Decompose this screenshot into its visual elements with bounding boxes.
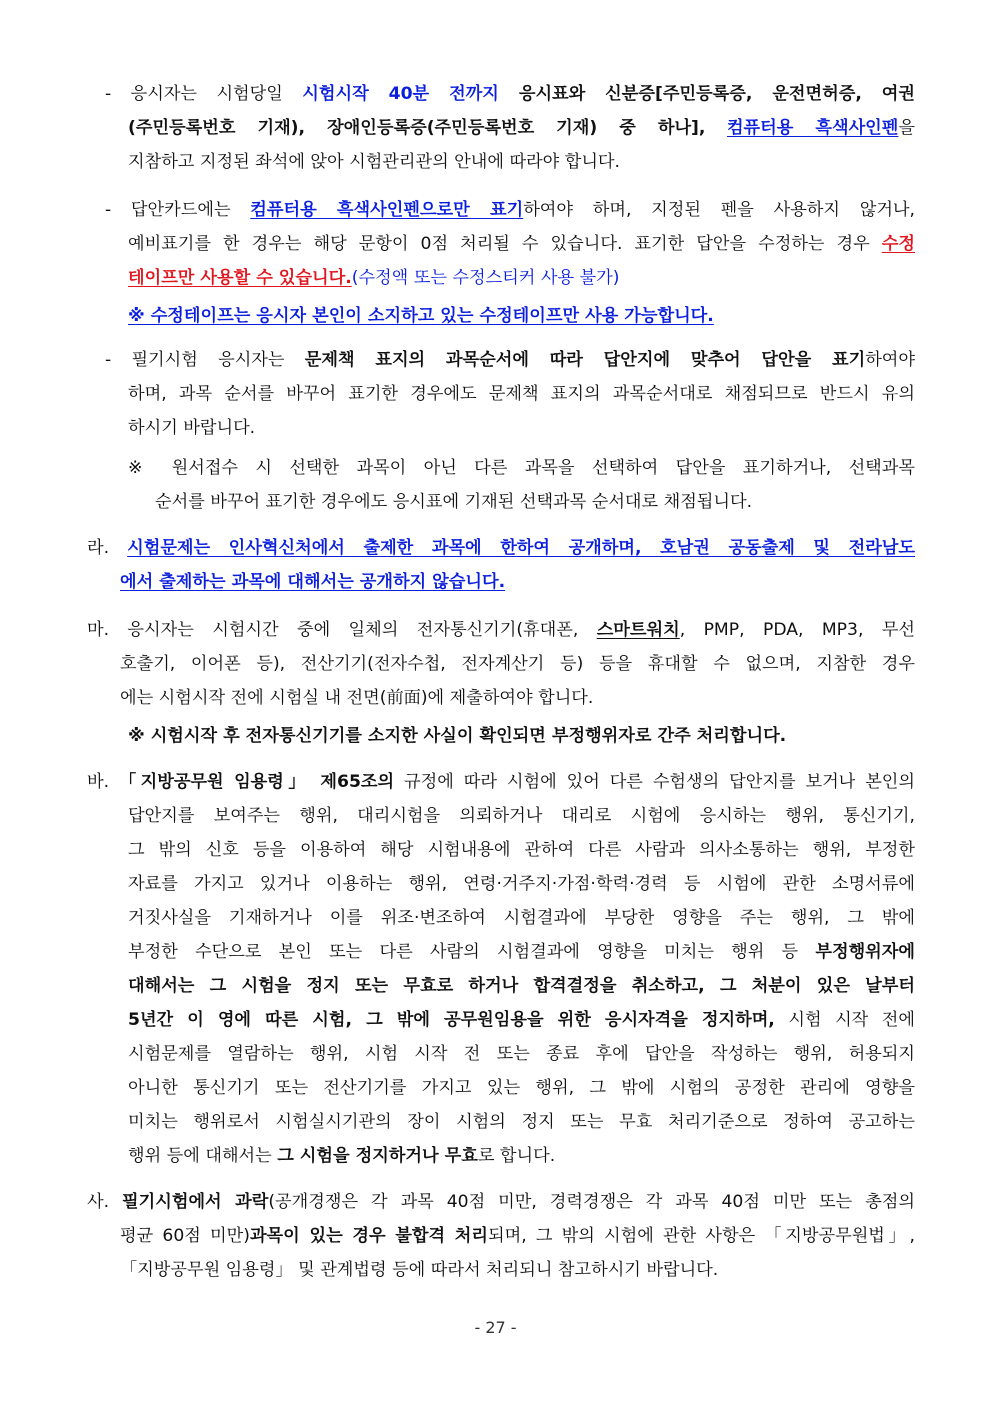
text-run: 예비표기를 한 경우는 해당 문항이 0점 처리될 수 있습니다. 표기한 답안을 수정하는 경우 bbox=[128, 234, 882, 254]
text-run: (주민등록번호 기재), 장애인등록증(주민등록번호 기재) 중 하나], bbox=[128, 118, 706, 138]
text-run: 필기시험에서 과락 bbox=[122, 1192, 269, 1212]
line bbox=[128, 1138, 555, 1174]
line bbox=[105, 192, 915, 228]
text-run: - 답안카드에는 bbox=[105, 200, 251, 220]
text-run: 컴퓨터용 흑색사인펜 bbox=[726, 118, 899, 138]
text-run: 응시표와 신분증[주민등록증, 운전면허증, 여권 bbox=[498, 84, 916, 104]
line bbox=[105, 342, 915, 378]
line bbox=[128, 900, 915, 936]
text-run: 5년간 이 영에 따른 시험, 그 밖에 공무원임용을 위한 응시자격을 정지하며, bbox=[128, 1010, 775, 1030]
text-run: 라. bbox=[87, 538, 128, 558]
line bbox=[120, 1218, 915, 1254]
text-run: 수정 bbox=[881, 234, 915, 254]
text-run: ※ 원서접수 시 선택한 과목이 아닌 다른 과목을 선택하여 답안을 표기하거나, 선택과목 bbox=[128, 458, 915, 478]
text-run: , PMP, PDA, MP3, 무선 bbox=[679, 620, 915, 640]
text-run: 시험시작 40분 전까지 bbox=[302, 84, 499, 104]
line bbox=[128, 260, 619, 296]
line bbox=[128, 1104, 915, 1140]
line bbox=[128, 450, 915, 486]
line bbox=[155, 484, 752, 520]
line bbox=[128, 832, 915, 868]
line bbox=[128, 866, 915, 902]
line bbox=[128, 718, 786, 754]
text-run: 답안지를 보여주는 행위, 대리시험을 의뢰하거나 대리로 시험에 응시하는 행위, 통신기기, bbox=[128, 806, 915, 826]
text-run: 마. 응시자는 시험시간 중에 일체의 전자통신기기(휴대폰, bbox=[87, 620, 597, 640]
text-run: 호출기, 이어폰 등), 전산기기(전자수첩, 전자계산기 등) 등을 휴대할 수 없으며, 지참한 경우 bbox=[120, 654, 915, 674]
line bbox=[128, 410, 255, 446]
text-run: 순서를 바꾸어 표기한 경우에도 응시표에 기재된 선택과목 순서대로 채점됩니다. bbox=[155, 492, 753, 512]
text-run: 테이프만 사용할 수 있습니다. bbox=[128, 268, 352, 288]
text-run: 되며, 그 밖의 시험에 관한 사항은 「지방공무원법」, bbox=[488, 1226, 915, 1246]
text-run: 자료를 가지고 있거나 이용하는 행위, 연령·거주지·가점·학력·경력 등 시험에 관한 소명서류에 bbox=[128, 874, 915, 894]
text-run: (수정액 또는 수정스티커 사용 불가) bbox=[351, 268, 620, 288]
text-run: 시험문제를 열람하는 행위, 시험 시작 전 또는 종료 후에 답안을 작성하는 행위, 허용되지 bbox=[128, 1044, 915, 1064]
text-run: 평균 60점 미만) bbox=[120, 1226, 250, 1246]
page-number: - 27 - bbox=[474, 1318, 517, 1337]
line bbox=[128, 226, 915, 262]
text-run: 에서 출제하는 과목에 대해서는 공개하지 않습니다. bbox=[120, 572, 506, 592]
text-run: 로 합니다. bbox=[477, 1146, 556, 1166]
text-run: 거짓사실을 기재하거나 이를 위조·변조하여 시험결과에 부당한 영향을 주는 행위, 그 밖에 bbox=[128, 908, 915, 928]
text-run: 과목이 있는 경우 불합격 처리 bbox=[249, 1226, 488, 1246]
line bbox=[87, 530, 915, 566]
line bbox=[120, 1252, 718, 1288]
line bbox=[105, 76, 915, 112]
text-run: 하며, 과목 순서를 바꾸어 표기한 경우에도 문제책 표지의 과목순서대로 채점되므로 반드시 유의 bbox=[128, 384, 915, 404]
text-run: 지참하고 지정된 좌석에 앉아 시험관리관의 안내에 따라야 합니다. bbox=[128, 152, 620, 172]
line bbox=[128, 1002, 915, 1038]
text-run: 규정에 따라 시험에 있어 다른 수험생의 답안지를 보거나 본인의 bbox=[394, 772, 916, 792]
text-run bbox=[705, 118, 727, 138]
line bbox=[87, 1184, 915, 1220]
text-run: 스마트워치 bbox=[596, 620, 680, 640]
text-run: 「지방공무원 임용령」 제65조의 bbox=[118, 772, 395, 792]
text-run: 미치는 행위로서 시험실시기관의 장이 시험의 정지 또는 무효 처리기준으로 정하여 공고하는 bbox=[128, 1112, 915, 1132]
text-run: 「지방공무원 임용령」 및 관계법령 등에 따라서 처리되니 참고하시기 바랍니다. bbox=[120, 1260, 719, 1280]
text-run: 에는 시험시작 전에 시험실 내 전면(前面)에 제출하여야 합니다. bbox=[120, 688, 594, 708]
line bbox=[128, 1070, 915, 1106]
line bbox=[87, 612, 915, 648]
line bbox=[120, 564, 505, 600]
line bbox=[120, 646, 915, 682]
text-run: 하여야 bbox=[865, 350, 916, 370]
line bbox=[87, 764, 915, 800]
line bbox=[128, 298, 714, 334]
text-run: 을 bbox=[898, 118, 915, 138]
text-run: 행위 등에 대해서는 bbox=[128, 1146, 278, 1166]
text-run: 바. bbox=[87, 772, 119, 792]
text-run: 그 밖의 신호 등을 이용하여 해당 시험내용에 관하여 다른 사람과 의사소통하는 행위, 부정한 bbox=[128, 840, 915, 860]
text-run: 시험 시작 전에 bbox=[774, 1010, 915, 1030]
line bbox=[128, 144, 620, 180]
text-run: - 필기시험 응시자는 bbox=[105, 350, 305, 370]
text-run: - 응시자는 시험당일 bbox=[105, 84, 303, 104]
line bbox=[128, 934, 915, 970]
text-run: 컴퓨터용 흑색사인펜으로만 표기 bbox=[250, 200, 524, 220]
line bbox=[128, 376, 915, 412]
text-run: 문제책 표지의 과목순서에 따라 답안지에 맞추어 답안을 표기 bbox=[304, 350, 866, 370]
line bbox=[128, 110, 915, 146]
text-run: 아니한 통신기기 또는 전산기기를 가지고 있는 행위, 그 밖에 시험의 공정한 관리에 영향을 bbox=[128, 1078, 915, 1098]
text-run: ※ 시험시작 후 전자통신기기를 소지한 사실이 확인되면 부정행위자로 간주 처리합니다. bbox=[128, 726, 787, 746]
text-run: 대해서는 그 시험을 정지 또는 무효로 하거나 합격결정을 취소하고, 그 처분이 있은 날부터 bbox=[128, 976, 915, 996]
text-run: 시험문제는 인사혁신처에서 출제한 과목에 한하여 공개하며, 호남권 공동출제 및 전라남도 bbox=[127, 538, 916, 558]
text-run: 부정행위자에 bbox=[815, 942, 915, 962]
line bbox=[128, 968, 915, 1004]
line bbox=[120, 680, 593, 716]
line bbox=[128, 798, 915, 834]
text-run: 사. bbox=[87, 1192, 123, 1212]
text-run: 하여야 하며, 지정된 펜을 사용하지 않거나, bbox=[523, 200, 915, 220]
text-run: ※ 수정테이프는 응시자 본인이 소지하고 있는 수정테이프만 사용 가능합니다. bbox=[128, 306, 714, 326]
text-run: (공개경쟁은 각 과목 40점 미만, 경력경쟁은 각 과목 40점 미만 또는 총점의 bbox=[268, 1192, 916, 1212]
line bbox=[128, 1036, 915, 1072]
text-run: 부정한 수단으로 본인 또는 다른 사람의 시험결과에 영향을 미치는 행위 등 bbox=[128, 942, 816, 962]
text-run: 하시기 바랍니다. bbox=[128, 418, 256, 438]
text-run: 그 시험을 정지하거나 무효 bbox=[277, 1146, 478, 1166]
